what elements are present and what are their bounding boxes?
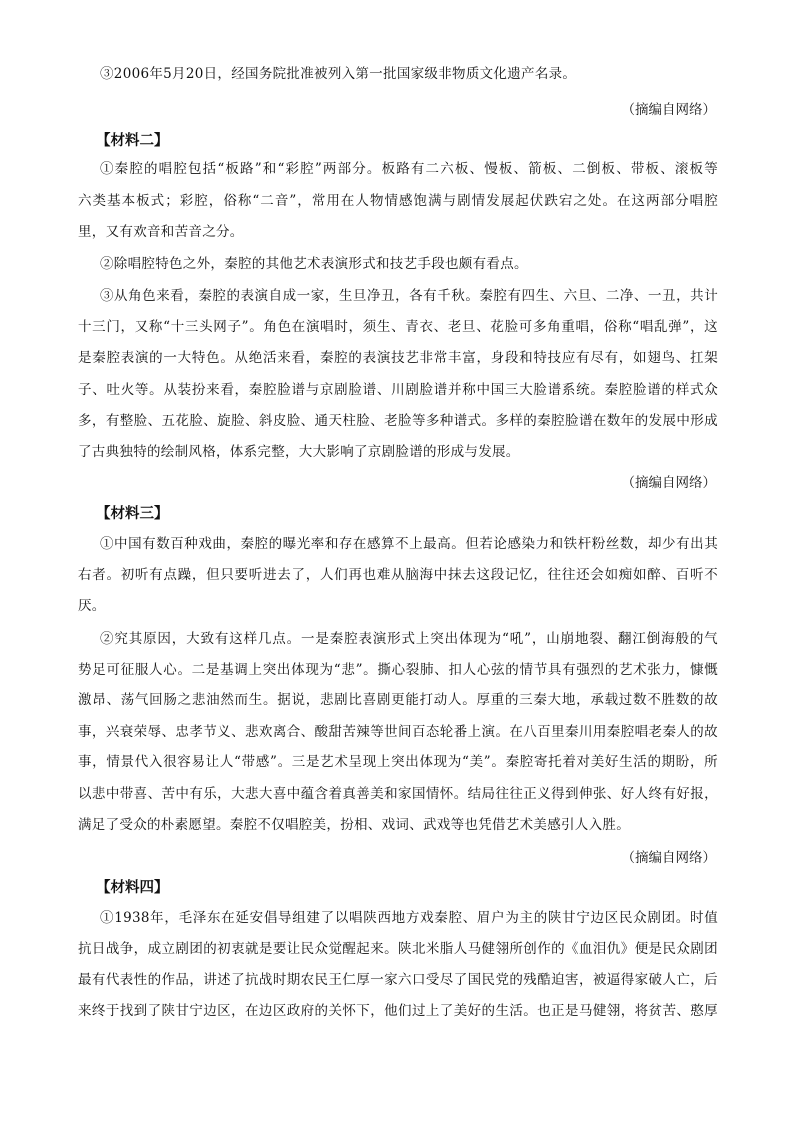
paragraph-line: 里，又有欢音和苦音之分。 — [78, 224, 244, 240]
source-note: （摘编自网络） — [621, 850, 716, 866]
paragraph-line: ③2006年5月20日，经国务院批准被列入第一批国家级非物质文化遗产名录。 — [100, 66, 577, 82]
section-heading-material-4: 【材料四】 — [96, 880, 169, 896]
paragraph-line: 激昂、荡气回肠之悲油然而生。据说，悲剧比喜剧更能打动人。厚重的三秦大地，承载过数不胜数的故 — [78, 692, 718, 708]
paragraph-line: ①秦腔的唱腔包括“板路”和“彩腔”两部分。板路有二六板、慢板、箭板、二倒板、带板、滚板等 — [100, 161, 718, 177]
paragraph-line: 十三门，又称“十三头网子”。角色在演唱时，须生、青衣、老旦、花脸可多角重唱，俗称“唱乱弹”，这 — [78, 319, 718, 335]
paragraph-line: 子、吐火等。从装扮来看，秦腔脸谱与京剧脸谱、川剧脸谱并称中国三大脸谱系统。秦腔脸谱的样式众 — [78, 382, 718, 398]
paragraph-line: 来终于找到了陕甘宁边区，在边区政府的关怀下，他们过上了美好的生活。也正是马健翎，将贫苦、憨厚 — [78, 1003, 718, 1019]
paragraph-line: 抗日战争，成立剧团的初衷就是要让民众觉醒起来。陕北米脂人马健翎所创作的《血泪仇》便是民众剧团 — [78, 941, 718, 957]
paragraph-line: 势足可征服人心。二是基调上突出体现为“悲”。撕心裂肺、扣人心弦的情节具有强烈的艺术张力，慷慨 — [78, 662, 718, 678]
paragraph-line: ②除唱腔特色之外，秦腔的其他艺术表演形式和技艺手段也颇有看点。 — [100, 256, 528, 272]
paragraph-line: 事，兴衰荣辱、忠孝节义、悲欢离合、酸甜苦辣等世间百态轮番上演。在八百里秦川用秦腔唱老秦人的故 — [78, 724, 718, 740]
paragraph-line: 六类基本板式；彩腔，俗称“二音”，常用在人物情感饱满与剧情发展起伏跌宕之处。在这两部分唱腔 — [78, 193, 718, 209]
paragraph-line: ①中国有数百种戏曲，秦腔的曝光率和存在感算不上最高。但若论感染力和铁杆粉丝数，却少有出其 — [100, 536, 718, 552]
paragraph-line: ③从角色来看，秦腔的表演自成一家，生旦净丑，各有千秋。秦腔有四生、六旦、二净、一丑，共计 — [100, 288, 718, 304]
paragraph-line: 厌。 — [78, 598, 106, 614]
paragraph-line: 多，有整脸、五花脸、旋脸、斜皮脸、通天柱脸、老脸等多种谱式。多样的秦腔脸谱在数年的发展中形成 — [78, 413, 718, 429]
paragraph-line: 以悲中带喜、苦中有乐，大悲大喜中蕴含着真善美和家国情怀。结局往往正义得到伸张、好人终有好报， — [78, 786, 718, 802]
section-heading-material-2: 【材料二】 — [96, 133, 169, 149]
paragraph-line: 右者。初听有点躁，但只要听进去了，人们再也难从脑海中抹去这段记忆，往往还会如痴如醉、百听不 — [78, 567, 718, 583]
paragraph-line: 满足了受众的朴素愿望。秦腔不仅唱腔美，扮相、戏词、武戏等也凭借艺术美感引人入胜。 — [78, 817, 630, 833]
section-heading-material-3: 【材料三】 — [96, 506, 169, 522]
paragraph-line: 了古典独特的绘制风格，体系完整，大大影响了京剧脸谱的形成与发展。 — [78, 444, 520, 460]
paragraph-line: ①1938年，毛泽东在延安倡导组建了以唱陕西地方戏秦腔、眉户为主的陕甘宁边区民众剧团。时值 — [100, 910, 718, 926]
source-note: （摘编自网络） — [621, 475, 716, 491]
paragraph-line: 是秦腔表演的一大特色。从绝活来看，秦腔的表演技艺非常丰富，身段和特技应有尽有，如翅鸟、扛架 — [78, 350, 718, 366]
paragraph-line: 事，情景代入很容易让人“带感”。三是艺术呈现上突出体现为“美”。秦腔寄托着对美好生活的期盼，所 — [78, 754, 718, 770]
source-note: （摘编自网络） — [621, 102, 716, 118]
paragraph-line: ②究其原因，大致有这样几点。一是秦腔表演形式上突出体现为“吼”，山崩地裂、翻江倒海般的气 — [100, 631, 718, 647]
paragraph-line: 最有代表性的作品，讲述了抗战时期农民王仁厚一家六口受尽了国民党的残酷迫害，被逼得家破人亡，后 — [78, 972, 718, 988]
